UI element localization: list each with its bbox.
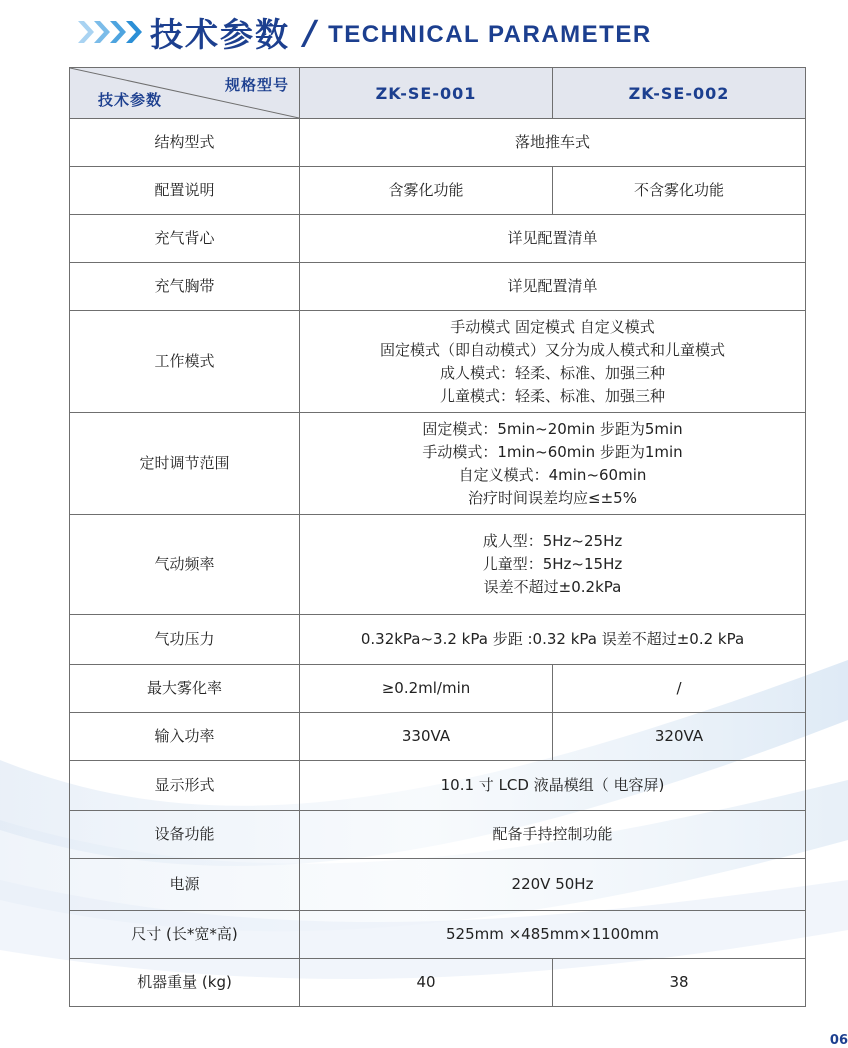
param-value-merged xyxy=(300,413,806,515)
param-value-model-2: / xyxy=(553,665,806,713)
param-value-merged xyxy=(300,311,806,413)
param-value-model-2: 38 xyxy=(553,959,806,1007)
chevron-group xyxy=(76,19,140,45)
value-line: 误差不超过±0.2kPa xyxy=(483,578,622,596)
table-row xyxy=(70,119,806,167)
param-label: 电源 xyxy=(70,859,300,911)
table-row xyxy=(70,215,806,263)
param-label: 设备功能 xyxy=(70,811,300,859)
page-number: 06 xyxy=(829,1033,848,1048)
param-label: 配置说明 xyxy=(70,167,300,215)
page-header xyxy=(76,10,652,54)
param-value-merged xyxy=(300,119,806,167)
param-value-model-1: 40 xyxy=(300,959,553,1007)
table-row xyxy=(70,311,806,413)
param-label: 充气背心 xyxy=(70,215,300,263)
value-line: 儿童模式：轻柔、标准、加强三种 xyxy=(439,386,665,405)
param-value-merged xyxy=(300,859,806,911)
table-row xyxy=(70,263,806,311)
corner-cell xyxy=(70,68,300,119)
param-value-model-1: ≥0.2ml/min xyxy=(300,665,553,713)
table-row xyxy=(70,413,806,515)
technical-parameter-table xyxy=(69,67,806,1007)
value-line: 手动模式 固定模式 自定义模式 xyxy=(450,317,655,336)
param-value-merged xyxy=(300,761,806,811)
param-label: 工作模式 xyxy=(70,311,300,413)
value-line: 详见配置清单 xyxy=(507,277,598,295)
value-line: 落地推车式 xyxy=(514,133,590,151)
value-line: 成人型：5Hz~25Hz xyxy=(482,532,623,550)
param-label: 气功压力 xyxy=(70,615,300,665)
table-row xyxy=(70,713,806,761)
table-row xyxy=(70,911,806,959)
corner-label-param: 技术参数 xyxy=(98,91,163,109)
value-line: 10.1 寸 LCD 液晶模组（ 电容屏) xyxy=(440,776,665,794)
table-row xyxy=(70,615,806,665)
table-header-row xyxy=(70,68,806,119)
param-value-merged xyxy=(300,515,806,615)
table-row xyxy=(70,959,806,1007)
table-row xyxy=(70,167,806,215)
param-label: 结构型式 xyxy=(70,119,300,167)
param-label: 尺寸 (长*宽*高) xyxy=(70,911,300,959)
model-header-1: ZK-SE-001 xyxy=(300,68,553,119)
value-line: 0.32kPa~3.2 kPa 步距 :0.32 kPa 误差不超过±0.2 kPa xyxy=(360,630,745,648)
title-slash: / xyxy=(304,12,317,52)
value-line: 手动模式：1min~60min 步距为1min xyxy=(422,442,683,461)
param-value-merged xyxy=(300,811,806,859)
value-line: 成人模式：轻柔、标准、加强三种 xyxy=(439,363,665,382)
value-line: 固定模式：5min~20min 步距为5min xyxy=(422,419,683,438)
param-value-merged xyxy=(300,263,806,311)
param-value-model-2: 不含雾化功能 xyxy=(553,167,806,215)
param-value-model-1: 含雾化功能 xyxy=(300,167,553,215)
title-english: TECHNICAL PARAMETER xyxy=(328,21,652,48)
value-line: 治疗时间误差均应≤±5% xyxy=(468,488,637,507)
value-line: 525mm ×485mm×1100mm xyxy=(445,925,659,943)
table-row xyxy=(70,665,806,713)
value-line: 固定模式（即自动模式）又分为成人模式和儿童模式 xyxy=(379,340,725,359)
param-label: 机器重量 (kg) xyxy=(70,959,300,1007)
param-label: 输入功率 xyxy=(70,713,300,761)
table-row xyxy=(70,859,806,911)
title-chinese: 技术参数 xyxy=(150,14,290,54)
param-label: 充气胸带 xyxy=(70,263,300,311)
param-label: 定时调节范围 xyxy=(70,413,300,515)
table-row xyxy=(70,761,806,811)
param-label: 最大雾化率 xyxy=(70,665,300,713)
chevron-right-icon xyxy=(124,19,144,45)
value-line: 配备手持控制功能 xyxy=(492,825,613,843)
param-label: 气动频率 xyxy=(70,515,300,615)
param-value-merged xyxy=(300,215,806,263)
param-value-model-1: 330VA xyxy=(300,713,553,761)
value-line: 自定义模式：4min~60min xyxy=(458,465,647,484)
value-line: 详见配置清单 xyxy=(507,229,598,247)
table-row xyxy=(70,515,806,615)
param-value-merged xyxy=(300,911,806,959)
value-line: 儿童型：5Hz~15Hz xyxy=(482,555,623,573)
param-value-merged xyxy=(300,615,806,665)
model-header-2: ZK-SE-002 xyxy=(553,68,806,119)
value-line: 220V 50Hz xyxy=(511,875,594,893)
param-label: 显示形式 xyxy=(70,761,300,811)
param-value-model-2: 320VA xyxy=(553,713,806,761)
corner-label-model: 规格型号 xyxy=(224,76,289,94)
table-row xyxy=(70,811,806,859)
